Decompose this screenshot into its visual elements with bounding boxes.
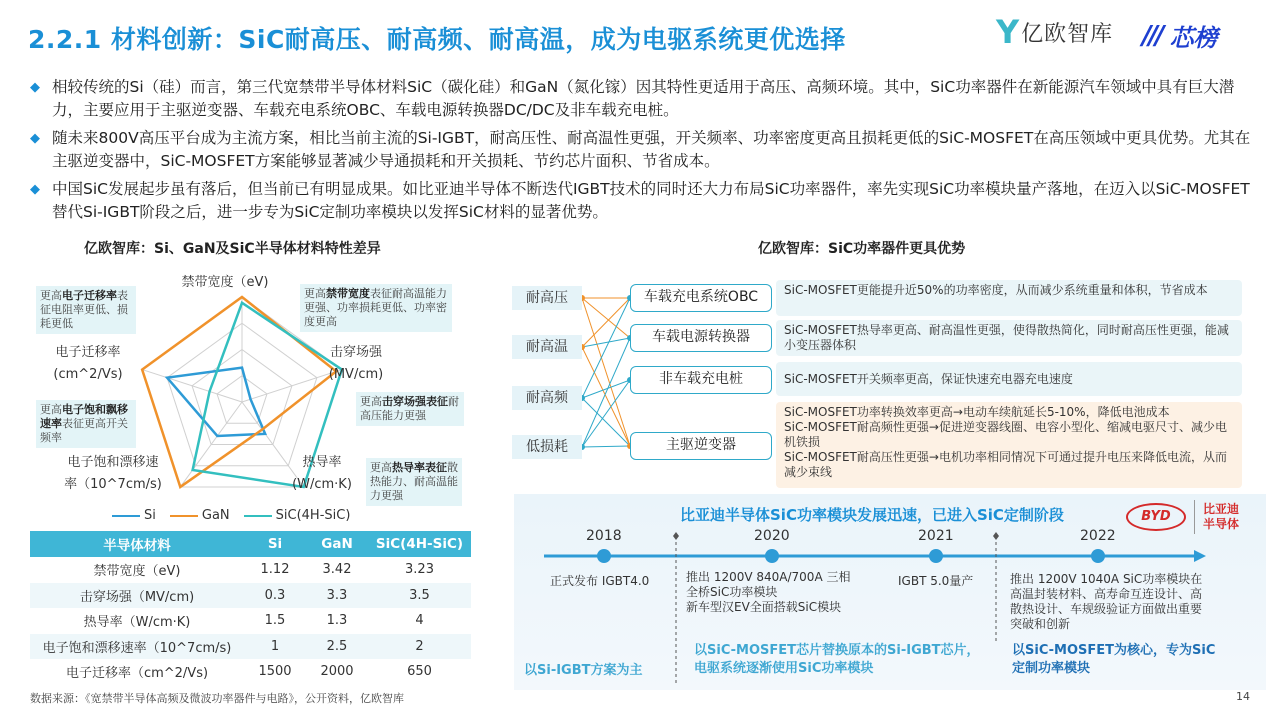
- xinbang-logo-text: 芯榜: [1169, 24, 1218, 52]
- timeline-event: IGBT 5.0量产: [898, 574, 974, 588]
- right-chart-subtitle: 亿欧智库：SiC功率器件更具优势: [758, 241, 966, 257]
- data-source: 数据来源：《宽禁带半导体高频及微波功率器件与电路》，公开资料，亿欧智库: [30, 692, 404, 705]
- legend-label: SiC(4H-SiC): [275, 508, 351, 523]
- orange-connectors: [582, 298, 630, 446]
- byd-timeline: [514, 494, 1266, 690]
- device-charging-pile: 非车载充电桩: [630, 366, 772, 394]
- xinbang-logo-icon: ///: [1142, 20, 1162, 51]
- timeline-event: 推出 1200V 840A/700A 三相全桥SiC功率模块 新车型汉EV全面搭载SiC模块: [686, 570, 851, 614]
- radar-note-drift: 更高电子饱和飘移速率表征更高开关频率: [36, 400, 136, 448]
- table-cell: 击穿场强（MV/cm): [30, 583, 244, 609]
- table-cell: 2000: [320, 664, 354, 680]
- table-cell: 1.12: [260, 562, 290, 578]
- legend-label: GaN: [201, 508, 230, 523]
- table-header-cell: GaN: [306, 531, 368, 557]
- radar-note-bandgap: 更高禁带宽度表征耐高温能力更强、功率损耗更低、功率密度更高: [300, 284, 452, 332]
- table-cell: 热导率（W/cm·K): [83, 615, 191, 631]
- radar-axis-label-drift: 电子饱和漂移速 率（10^7cm/s): [64, 455, 162, 492]
- timeline-event: 正式发布 IGBT4.0: [550, 574, 650, 588]
- attribute-high-voltage: 耐高压: [512, 286, 582, 310]
- table-header-cell: 半导体材料: [30, 531, 244, 557]
- timeline-phase: 以SiC-MOSFET为核心，专为SiC定制功率模块: [1012, 643, 1216, 676]
- table-cell: 1: [244, 634, 306, 660]
- table-cell: 3.23: [405, 562, 434, 578]
- attribute-high-temp: 耐高温: [512, 335, 582, 359]
- table-cell: 电子迁移率（cm^2/Vs): [65, 666, 209, 682]
- page-number: 14: [1236, 690, 1250, 703]
- attribute-low-loss: 低损耗: [512, 435, 582, 459]
- table-cell: 2.5: [306, 634, 368, 660]
- legend-label: Si: [144, 508, 156, 523]
- timeline-year: 2018: [586, 528, 622, 544]
- timeline-phase: 以Si-IGBT方案为主: [524, 663, 643, 678]
- table-cell: 禁带宽度（eV): [93, 564, 181, 580]
- bullet-text: 相较传统的Si（硅）而言，第三代宽禁带半导体材料SiC（碳化硅）和GaN（氮化镓）因其特性更适用于高压、高频环境。其中，SiC功率器件在新能源汽车领域中具有巨大潜力，主要应用于主驱逆变器、车载充电系统OBC、车载电源转换器DC/DC及非车载充电桩。: [52, 78, 1235, 119]
- timeline-title: 比亚迪半导体SiC功率模块发展迅速，已进入SiC定制阶段: [680, 506, 1064, 524]
- table-cell: 1500: [258, 664, 292, 680]
- table-cell: 2: [368, 634, 471, 660]
- radar-axis-label-mobility: 电子迁移率 (cm^2/Vs): [53, 345, 123, 382]
- byd-logo-mark: BYD: [1126, 503, 1186, 531]
- bullet-text: 随未来800V高压平台成为主流方案，相比当前主流的Si-IGBT，耐高压性、耐高温性更强，开关频率、功率密度更高且损耗更低的SiC-MOSFET在高压领域中更具优势。尤其在主驱逆变器中，SiC-MOSFET方案能够显著减少导通损耗和开关损耗、节约芯片面积、节省成本。: [52, 129, 1251, 170]
- yiou-logo-icon: Y: [996, 13, 1020, 51]
- table-cell: 650: [407, 664, 432, 680]
- table-cell: 3.5: [368, 583, 471, 609]
- radar-axis-label-thermal: 热导率 (W/cm·K): [292, 455, 352, 492]
- timeline-year: 2022: [1080, 528, 1116, 544]
- bullet-text: 中国SiC发展起步虽有落后，但当前已有明显成果。如比亚迪半导体不断迭代IGBT技术的同时还大力布局SiC功率器件，率先实现SiC功率模块量产落地，在迈入以SiC-MOSFET替代Si-IGBT阶段之后，进一步专为SiC定制功率模块以发挥SiC材料的显著优势。: [52, 180, 1250, 221]
- left-chart-subtitle: 亿欧智库：Si、GaN及SiC半导体材料特性差异: [84, 241, 381, 257]
- table-cell: 3.3: [306, 583, 368, 609]
- table-cell: 0.3: [244, 583, 306, 609]
- device-obc: 车载充电系统OBC: [630, 284, 772, 312]
- radar-axis-label-bandgap: 禁带宽度（eV): [181, 275, 269, 290]
- byd-logo-name: 比亚迪 半导体: [1203, 502, 1240, 531]
- diamond-icon: ◆: [30, 131, 40, 146]
- diamond-icon: ◆: [30, 182, 40, 197]
- page-title: 2.2.1 材料创新：SiC耐高压、耐高频、耐高温，成为电驱系统更优选择: [28, 25, 846, 54]
- table-cell: 1.5: [264, 613, 286, 629]
- radar-note-thermal: 更高热导率表征散热能力、耐高温能力更强: [366, 458, 462, 506]
- diamond-icon: ◆: [30, 80, 40, 95]
- device-dcdc: 车载电源转换器: [630, 324, 772, 352]
- table-cell: 1.3: [326, 613, 348, 629]
- yiou-logo-text: 亿欧智库: [1021, 21, 1114, 47]
- table-header-cell: Si: [244, 531, 306, 557]
- table-cell: 4: [415, 613, 424, 629]
- device-desc-charging-pile: SiC-MOSFET开关频率更高，保证快速充电器充电速度: [776, 362, 1242, 396]
- timeline-phase: 以SiC-MOSFET芯片替换原本的Si-IGBT芯片，电驱系统逐渐使用SiC功率模块: [694, 643, 980, 676]
- radar-note-breakdown: 更高击穿场强表征耐高压能力更强: [356, 392, 464, 426]
- timeline-year: 2021: [918, 528, 954, 544]
- device-desc-obc: SiC-MOSFET更能提升近50%的功率密度，从而减少系统重量和体积，节省成本: [776, 280, 1242, 316]
- attribute-high-freq: 耐高频: [512, 386, 582, 410]
- timeline-year: 2020: [754, 528, 790, 544]
- device-desc-main-inverter: SiC-MOSFET功率转换效率更高→电动车续航延长5-10%，降低电池成本 SiC-MOSFET耐高频性更强→促进逆变器线圈、电容小型化、缩减电驱尺寸、减少电机铁损 SiC-MOSFET耐高压性更强→电机功率相同情况下可通过提升电压来降低电流，从而减少束线: [776, 402, 1242, 488]
- timeline-event: 推出 1200V 1040A SiC功率模块在高温封装材料、高寿命互连设计、高散热设计、车规级验证方面做出重要突破和创新: [1010, 572, 1203, 631]
- table-cell: 3.42: [322, 562, 352, 578]
- table-header-cell: SiC(4H-SiC): [368, 531, 471, 557]
- device-desc-dcdc: SiC-MOSFET热导率更高、耐高温性更强，使得散热简化，同时耐高压性更强，能减小变压器体积: [776, 320, 1242, 356]
- radar-axis-label-breakdown: 击穿场强 (MV/cm): [328, 345, 384, 382]
- table-cell: 电子饱和漂移速率（10^7cm/s): [30, 634, 244, 660]
- radar-note-mobility: 更高电子迁移率表征电阻率更低、损耗更低: [36, 286, 136, 334]
- device-main-inverter: 主驱逆变器: [630, 432, 772, 460]
